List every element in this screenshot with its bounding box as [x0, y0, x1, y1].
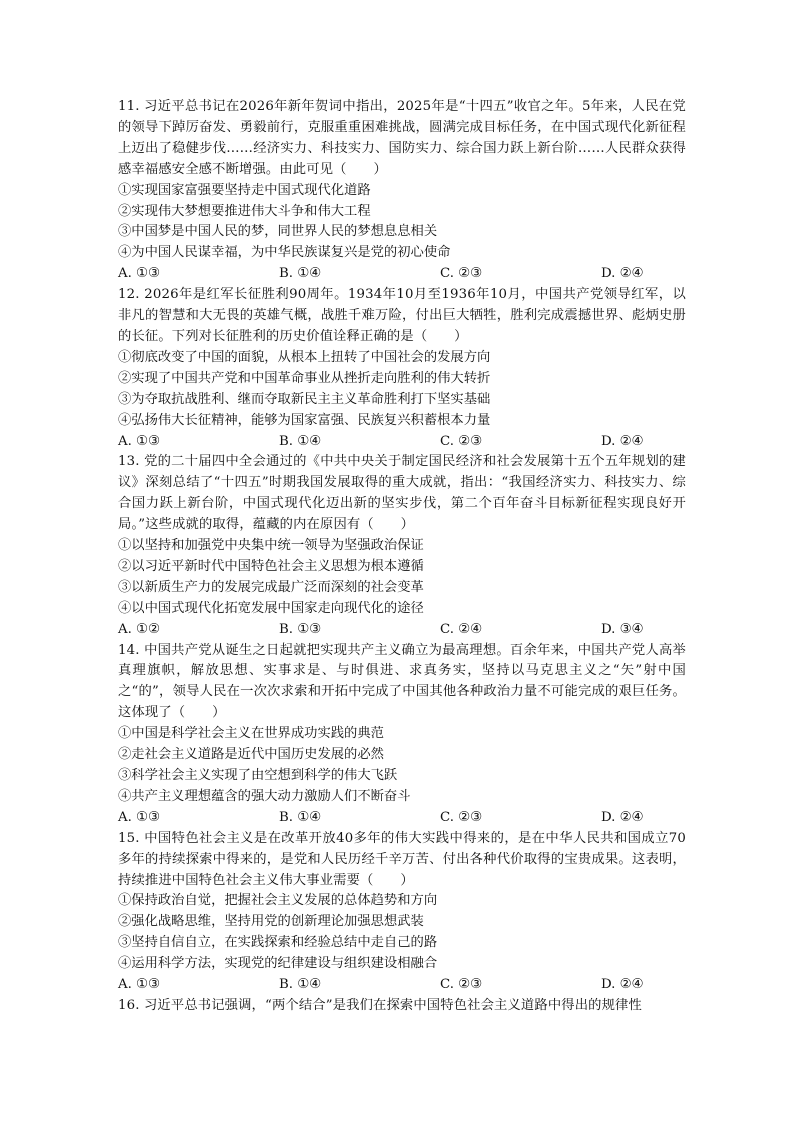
- statement-option: ②强化战略思维，坚持用党的创新理论加强思想武装: [118, 914, 424, 930]
- statement-option: ②以习近平新时代中国特色社会主义思想为根本遵循: [118, 558, 424, 574]
- choice-b: B. ①④: [279, 809, 322, 825]
- question-14: [118, 641, 686, 829]
- choice-c: C. ②③: [440, 266, 482, 282]
- choice-a: A. ①②: [118, 621, 160, 637]
- choice-c: C. ②③: [440, 433, 482, 449]
- choice-d: D. ②④: [601, 977, 644, 993]
- answer-choices: [118, 620, 686, 641]
- answer-choices: [118, 432, 686, 453]
- question-stem: 14. 中国共产党从诞生之日起就把实现共产主义确立为最高理想。百余年来，中国共产党人高举真理旗帜，解放思想、实事求是、与时俱进、求真务实，坚持以马克思主义之“矢”射中国之“的”，领导人民在一次次求索和开拓中完成了中国其他各种政治力量不可能完成的艰巨任务。这体现了（ ）: [118, 642, 686, 721]
- statement-option: ①保持政治自觉，把握社会主义发展的总体趋势和方向: [118, 893, 438, 909]
- statement-option: ③中国梦是中国人民的梦，同世界人民的梦想息息相关: [118, 224, 438, 240]
- statement-option: ①实现国家富强要坚持走中国式现代化道路: [118, 182, 371, 198]
- choice-b: B. ①④: [279, 433, 322, 449]
- statement-option: ①中国是科学社会主义在世界成功实践的典范: [118, 726, 384, 742]
- answer-choices: [118, 264, 686, 285]
- choice-c: C. ②④: [440, 621, 482, 637]
- statement-option: ④为中国人民谋幸福，为中华民族谋复兴是党的初心使命: [118, 245, 451, 261]
- answer-choices: [118, 808, 686, 829]
- question-11: [118, 97, 686, 285]
- statement-option: ③坚持自信自立，在实践探索和经验总结中走自己的路: [118, 935, 438, 951]
- statement-option: ③以新质生产力的发展完成最广泛而深刻的社会变革: [118, 579, 424, 595]
- choice-d: D. ②④: [601, 809, 644, 825]
- choice-c: C. ②③: [440, 977, 482, 993]
- choice-a: A. ①③: [118, 266, 160, 282]
- choice-d: D. ②④: [601, 433, 644, 449]
- question-16: [118, 996, 686, 1017]
- statement-option: ②实现了中国共产党和中国革命事业从挫折走向胜利的伟大转折: [118, 370, 491, 386]
- choice-a: A. ①③: [118, 809, 160, 825]
- answer-choices: [118, 975, 686, 996]
- question-stem: 12. 2026年是红军长征胜利90周年。1934年10月至1936年10月，中国共产党领导红军，以非凡的智慧和大无畏的英雄气概，战胜千难万险，付出巨大牺牲，胜利完成震撼世界、彪炳史册的长征。下列对长征胜利的历史价值诠释正确的是（ ）: [118, 287, 686, 344]
- statement-option: ②实现伟大梦想要推进伟大斗争和伟大工程: [118, 203, 371, 219]
- statement-option: ①以坚持和加强党中央集中统一领导为坚强政治保证: [118, 538, 424, 554]
- question-13: [118, 452, 686, 640]
- choice-b: B. ①④: [279, 266, 322, 282]
- choice-d: D. ③④: [601, 621, 644, 637]
- choice-c: C. ②③: [440, 809, 482, 825]
- statement-option: ④以中国式现代化拓宽发展中国家走向现代化的途径: [118, 600, 424, 616]
- choice-a: A. ①③: [118, 977, 160, 993]
- choice-d: D. ②④: [601, 266, 644, 282]
- statement-option: ④弘扬伟大长征精神，能够为国家富强、民族复兴积蓄根本力量: [118, 412, 491, 428]
- statement-option: ③为夺取抗战胜利、继而夺取新民主主义革命胜利打下坚实基础: [118, 391, 491, 407]
- question-12: [118, 285, 686, 452]
- choice-b: B. ①④: [279, 977, 322, 993]
- statement-option: ③科学社会主义实现了由空想到科学的伟大飞跃: [118, 768, 398, 783]
- choice-a: A. ①③: [118, 433, 160, 449]
- statement-option: ②走社会主义道路是近代中国历史发展的必然: [118, 747, 384, 763]
- choice-b: B. ①③: [279, 621, 322, 637]
- question-stem: 15. 中国特色社会主义是在改革开放40多年的伟大实践中得来的，是在中华人民共和国成立70多年的持续探索中得来的，是党和人民历经千辛万苦、付出各种代价取得的宝贵成果。这表明，持续推进中国特色社会主义伟大事业需要（ ）: [118, 830, 686, 888]
- question-stem: 13. 党的二十届四中全会通过的《中共中央关于制定国民经济和社会发展第十五个五年规划的建议》深刻总结了“十四五”时期我国发展取得的重大成就，指出：“我国经济实力、科技实力、综合国力跃上新台阶，中国式现代化迈出新的坚实步伐，第二个百年奋斗目标新征程实现良好开局。”这些成就的取得，蕴藏的内在原因有（ ）: [118, 454, 686, 533]
- statement-option: ①彻底改变了中国的面貌，从根本上扭转了中国社会的发展方向: [118, 349, 491, 365]
- statement-option: ④共产主义理想蕴含的强大动力激励人们不断奋斗: [118, 788, 411, 804]
- exam-page: [118, 97, 686, 1017]
- question-15: [118, 829, 686, 996]
- question-stem: 11. 习近平总书记在2026年新年贺词中指出，2025年是“十四五”收官之年。5年来，人民在党的领导下踔厉奋发、勇毅前行，克服重重困难挑战，圆满完成目标任务，在中国式现代化新征程上迈出了稳健步伐……经济实力、科技实力、国防实力、综合国力跃上新台阶……人民群众获得感幸福感安全感不断增强。由此可见（ ）: [118, 99, 686, 177]
- question-stem: 16. 习近平总书记强调，“两个结合”是我们在探索中国特色社会主义道路中得出的规律性: [118, 997, 642, 1013]
- statement-option: ④运用科学方法，实现党的纪律建设与组织建设相融合: [118, 956, 438, 972]
